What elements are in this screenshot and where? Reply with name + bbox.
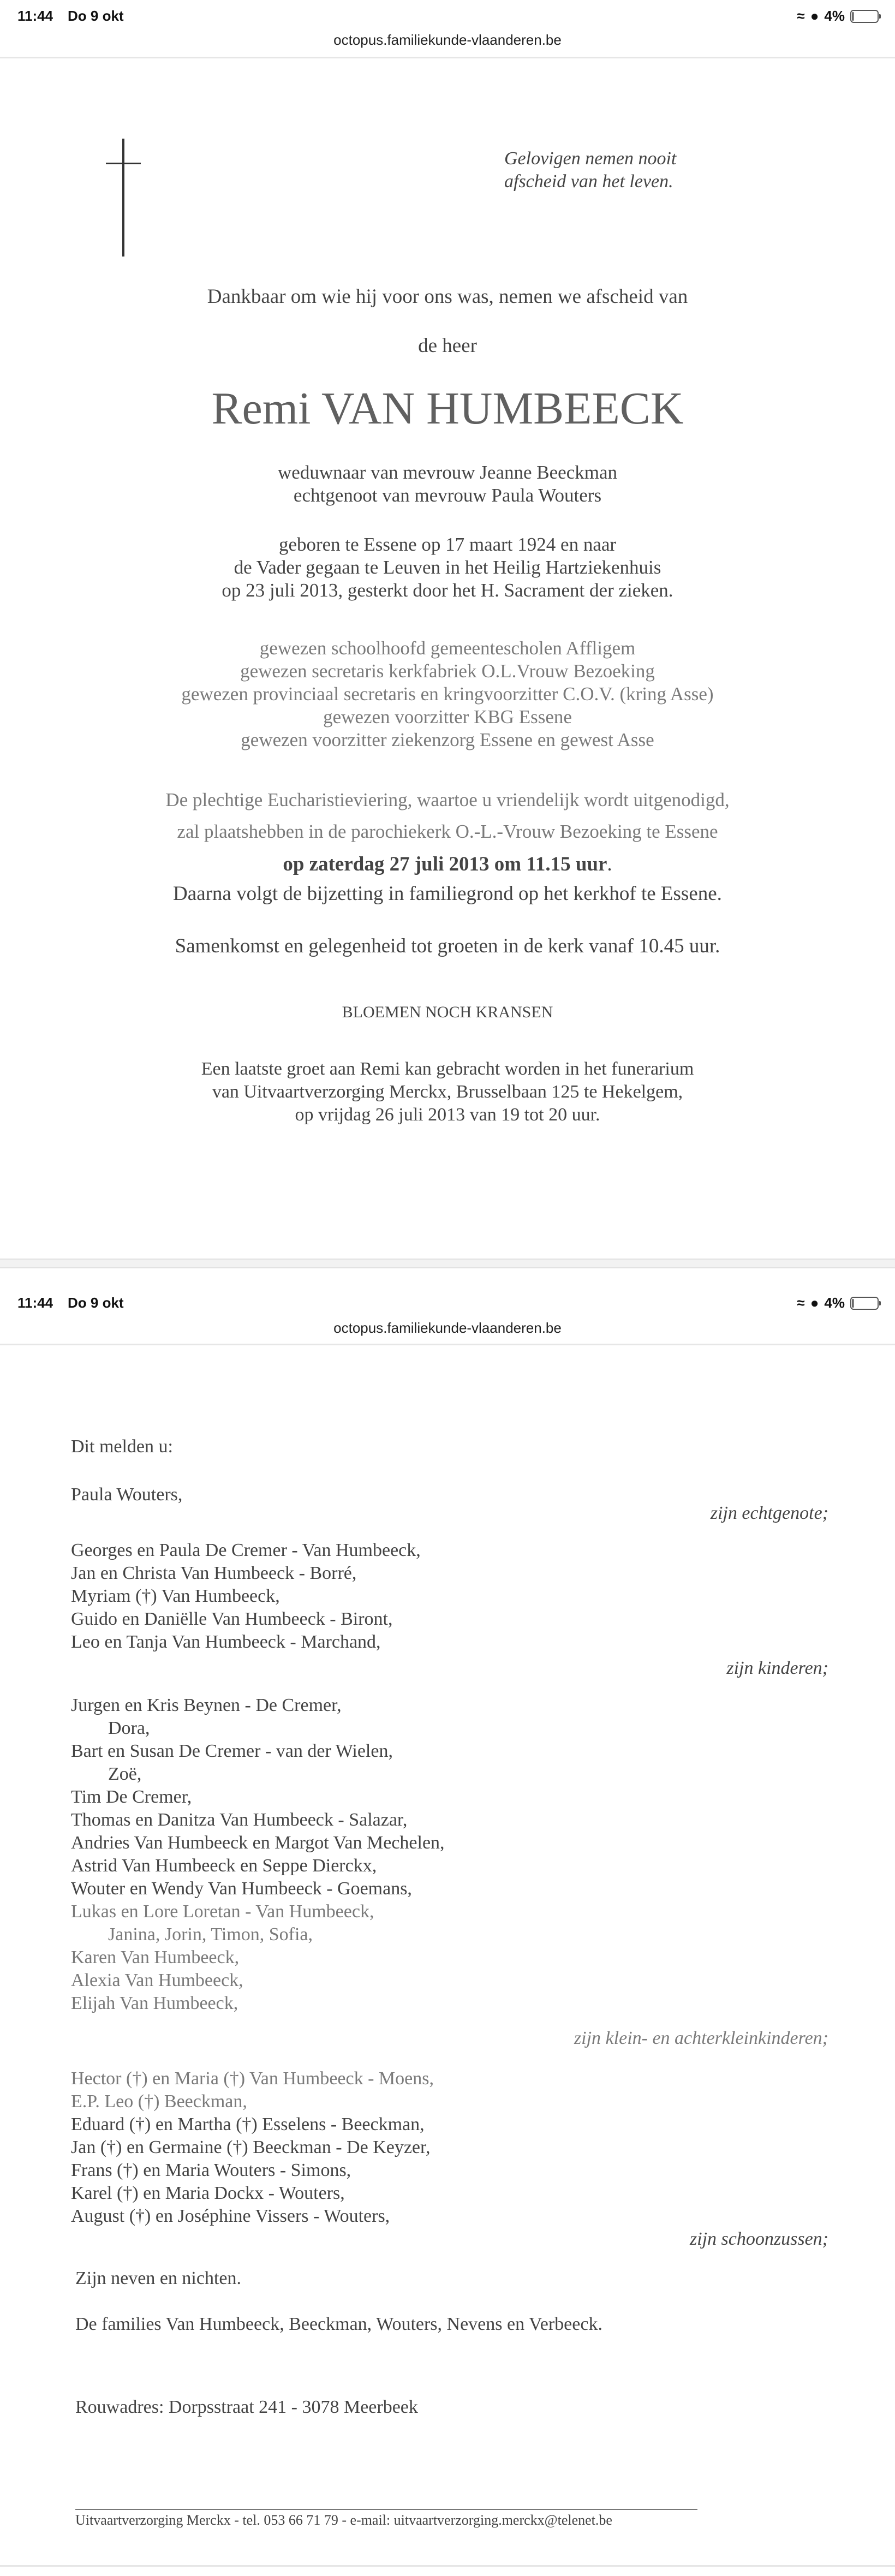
grandchild-entry-1: Jurgen en Kris Beynen - De Cremer,: [71, 1695, 342, 1715]
grandchild-entry-2: Dora,: [108, 1718, 150, 1738]
gathering-text: Samenkomst en gelegenheid tot groeten in de kerk vanaf 10.45 uur.: [175, 935, 720, 957]
battery-percent: 4%: [824, 8, 845, 24]
grandchild-entry-9: Wouter en Wendy Van Humbeeck - Goemans,: [71, 1879, 412, 1899]
screenshot-separator: [0, 1259, 895, 1268]
inlaws-label: zijn schoonzussen;: [689, 2229, 828, 2249]
ceremony-line-2: zal plaatshebben in de parochiekerk O.-L.-Vrouw Bezoeking te Essene: [177, 821, 718, 842]
status-date: Do 9 okt: [68, 1295, 124, 1311]
child-entry-4: Guido en Daniëlle Van Humbeeck - Biront,: [71, 1609, 393, 1629]
notify-intro: Dit melden u:: [71, 1436, 173, 1457]
bottom-edge: [0, 2565, 895, 2567]
grandchild-entry-13: Alexia Van Humbeeck,: [71, 1970, 243, 1990]
status-right: [797, 8, 879, 25]
families-text: De families Van Humbeeck, Beeckman, Wouters, Nevens en Verbeeck.: [75, 2314, 602, 2334]
burial-text: Daarna volgt de bijzetting in familiegrond op het kerkhof te Essene.: [173, 882, 722, 905]
ceremony-line-1: De plechtige Eucharistieviering, waartoe u vriendelijk wordt uitgenodigd,: [165, 789, 730, 810]
grandchild-entry-6: Thomas en Danitza Van Humbeeck - Salazar,: [71, 1810, 408, 1830]
battery-percent: 4%: [824, 1295, 845, 1311]
ceremony-date: op zaterdag 27 juli 2013 om 11.15 uur: [283, 853, 607, 875]
person-icon: ●: [810, 8, 819, 24]
inlaw-entry-2: E.P. Leo (†) Beeckman,: [71, 2091, 247, 2112]
toolbar-divider-2: [0, 1344, 895, 1345]
footer-rule: [75, 2509, 697, 2510]
farewell-line-3: op vrijdag 26 juli 2013 van 19 tot 20 uur.: [295, 1105, 600, 1125]
function-line-1: gewezen schoolhoofd gemeentescholen Affligem: [259, 637, 636, 659]
farewell-line-2: van Uitvaartverzorging Merckx, Brusselbaan 125 te Hekelgem,: [212, 1082, 683, 1102]
status-bar: [0, 0, 895, 33]
quote-line-2: afscheid van het leven.: [504, 171, 673, 192]
status-date: Do 9 okt: [68, 8, 124, 24]
grandchild-entry-14: Elijah Van Humbeeck,: [71, 1993, 238, 2013]
grandchild-entry-7: Andries Van Humbeeck en Margot Van Mechelen,: [71, 1833, 445, 1853]
grandchild-entry-4: Zoë,: [108, 1764, 142, 1784]
birth-line-3: op 23 juli 2013, gesterkt door het H. Sacrament der zieken.: [222, 580, 673, 601]
person-icon: ●: [810, 1295, 819, 1311]
intro-text: Dankbaar om wie hij voor ons was, nemen we afscheid van: [207, 285, 688, 308]
farewell-line-1: Een laatste groet aan Remi kan gebracht worden in het funerarium: [201, 1059, 694, 1079]
url-bar[interactable]: octopus.familiekunde-vlaanderen.be: [333, 32, 562, 48]
status-right: [797, 1295, 879, 1311]
status-time: 11:44: [17, 8, 53, 24]
children-label: zijn kinderen;: [726, 1658, 828, 1678]
deceased-name: Remi VAN HUMBEECK: [211, 383, 684, 434]
quote-line-1: Gelovigen nemen nooit: [504, 148, 677, 169]
inlaw-entry-4: Jan (†) en Germaine (†) Beeckman - De Keyzer,: [71, 2137, 431, 2157]
grandchild-entry-10: Lukas en Lore Loretan - Van Humbeeck,: [71, 1901, 374, 1922]
cousins-text: Zijn neven en nichten.: [75, 2268, 242, 2288]
function-line-5: gewezen voorzitter ziekenzorg Essene en gewest Asse: [241, 729, 654, 750]
battery-fill: [852, 12, 854, 21]
ceremony-date-end: .: [607, 853, 612, 875]
function-line-2: gewezen secretaris kerkfabriek O.L.Vrouw Bezoeking: [240, 660, 655, 682]
child-entry-5: Leo en Tanja Van Humbeeck - Marchand,: [71, 1632, 381, 1652]
spouse-line-2: echtgenoot van mevrouw Paula Wouters: [293, 485, 602, 506]
inlaw-entry-3: Eduard (†) en Martha (†) Esselens - Beeckman,: [71, 2114, 425, 2134]
grandchildren-label: zijn klein- en achterkleinkinderen;: [574, 2028, 828, 2048]
title-text: de heer: [418, 335, 477, 357]
inlaw-entry-7: August (†) en Joséphine Vissers - Wouters,: [71, 2206, 390, 2226]
child-entry-2: Jan en Christa Van Humbeeck - Borré,: [71, 1563, 357, 1583]
battery-icon: [850, 10, 879, 23]
funeral-home-footer: Uitvaartverzorging Merckx - tel. 053 66 71 79 - e-mail: uitvaartverzorging.merckx@telenet.be: [75, 2512, 612, 2528]
cross-icon: [122, 139, 124, 257]
mourning-address: Rouwadres: Dorpsstraat 241 - 3078 Meerbeek: [75, 2397, 418, 2417]
status-bar-2: [0, 1287, 895, 1320]
flowers-text: BLOEMEN NOCH KRANSEN: [342, 1003, 553, 1021]
inlaw-entry-5: Frans (†) en Maria Wouters - Simons,: [71, 2160, 351, 2180]
battery-fill: [852, 1299, 854, 1308]
child-entry-3: Myriam (†) Van Humbeeck,: [71, 1586, 280, 1606]
birth-line-2: de Vader gegaan te Leuven in het Heilig Hartziekenhuis: [234, 557, 661, 578]
inlaw-entry-6: Karel (†) en Maria Dockx - Wouters,: [71, 2183, 345, 2203]
grandchild-entry-12: Karen Van Humbeeck,: [71, 1947, 240, 1967]
toolbar-divider: [0, 57, 895, 58]
url-bar-2[interactable]: octopus.familiekunde-vlaanderen.be: [333, 1320, 562, 1336]
wife-name: Paula Wouters,: [71, 1484, 183, 1505]
grandchild-entry-8: Astrid Van Humbeeck en Seppe Dierckx,: [71, 1856, 377, 1876]
status-time: 11:44: [17, 1295, 53, 1311]
grandchild-entry-5: Tim De Cremer,: [71, 1787, 192, 1807]
birth-line-1: geboren te Essene op 17 maart 1924 en naar: [278, 534, 617, 555]
ceremony-date-line: [0, 852, 895, 876]
grandchild-entry-3: Bart en Susan De Cremer - van der Wielen,: [71, 1741, 393, 1761]
cross-icon-bar: [106, 163, 141, 164]
child-entry-1: Georges en Paula De Cremer - Van Humbeeck,: [71, 1540, 421, 1560]
battery-icon: [850, 1297, 879, 1310]
wife-label: zijn echtgenote;: [710, 1503, 828, 1523]
inlaw-entry-1: Hector (†) en Maria (†) Van Humbeeck - Moens,: [71, 2068, 434, 2089]
spouse-line-1: weduwnaar van mevrouw Jeanne Beeckman: [278, 462, 617, 483]
wifi-icon: ≈: [797, 8, 805, 24]
function-line-4: gewezen voorzitter KBG Essene: [323, 706, 572, 728]
function-line-3: gewezen provinciaal secretaris en kringvoorzitter C.O.V. (kring Asse): [181, 683, 714, 705]
wifi-icon: ≈: [797, 1295, 805, 1311]
grandchild-entry-11: Janina, Jorin, Timon, Sofia,: [108, 1924, 313, 1945]
